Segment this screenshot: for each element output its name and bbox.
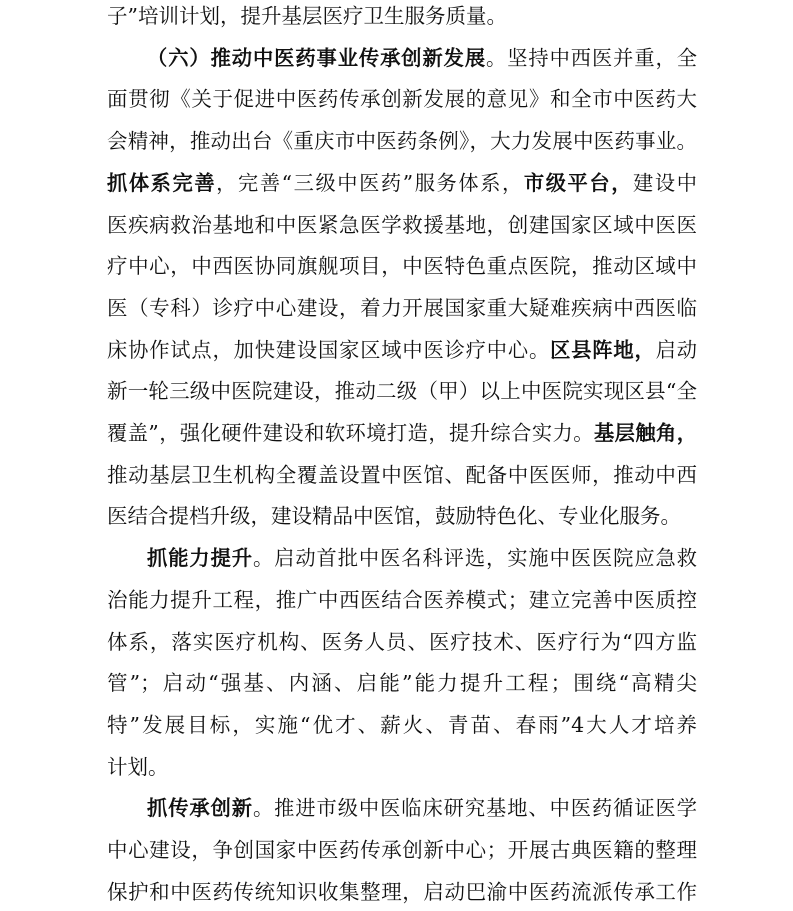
text-run: 新一轮三级中医院建设，推动二级（甲）以上中医院实现区县“全 [107,379,697,404]
text-run: 会精神，推动出台《重庆市中医药条例》，大力发展中医药事业。 [107,129,697,154]
text-line [107,831,697,869]
subheading-line [147,539,697,577]
subheading-line [147,789,697,827]
text-line [107,706,697,744]
text-line [107,247,697,285]
text-line [107,206,697,244]
text-run: 床协作试点，加快建设国家区域中医诊疗中心。 [107,337,551,362]
text-run: 启动 [655,337,697,362]
text-run: 医（专科）诊疗中心建设，着力开展国家重大疑难疾病中西医临 [107,295,697,320]
text-run: 建设中 [633,170,697,195]
text-run: 面贯彻《关于促进中医药传承创新发展的意见》和全市中医药大 [107,87,697,112]
text-run: 保护和中医药传统知识收集整理，启动巴渝中医药流派传承工作 [107,879,697,904]
bold-run: 基层触角， [593,421,697,445]
text-line [107,497,697,535]
text-run: 子”培训计划，提升基层医疗卫生服务质量。 [107,4,507,28]
text-run: 治能力提升工程，推广中西医结合医养模式；建立完善中医质控 [107,587,697,612]
text-line [107,331,697,369]
text-run: 医疾病救治基地和中医紧急医学救援基地，创建国家区域中医医 [107,212,697,237]
text-run: 医结合提档升级，建设精品中医馆，鼓励特色化、专业化服务。 [107,504,681,529]
section-heading: （六）推动中医药事业传承创新发展 [147,45,487,70]
text-run: 。坚持中西医并重，全 [486,45,697,70]
text-run: 计划。 [107,754,169,779]
text-line [107,623,697,661]
text-line [107,748,697,786]
text-run: ，完善“三级中医药”服务体系， [216,170,524,195]
bold-run: 市级平台， [523,170,634,195]
text-run: 体系，落实医疗机构、医务人员、医疗技术、医疗行为“四方监 [107,629,697,654]
text-line [107,122,697,160]
text-line [107,164,697,202]
text-line [107,456,697,494]
text-line [107,873,697,911]
text-run: 疗中心，中西医协同旗舰项目，中医特色重点医院，推动区域中 [107,254,697,279]
text-run: 特”发展目标，实施“优才、薪火、青苗、春雨”4大人才培养 [107,712,697,737]
text-line [107,0,697,35]
text-line [107,581,697,619]
text-run: 管”；启动“强基、内涵、启能”能力提升工程；围绕“高精尖 [107,671,697,696]
text-run: 。推进市级中医临床研究基地、中医药循证医学 [252,796,697,821]
text-line [107,372,697,410]
bold-run: 区县阵地， [550,337,656,362]
text-run: 中心建设，争创国家中医药传承创新中心；开展古典医籍的整理 [107,838,697,862]
section-heading-line [147,39,697,77]
subheading: 抓传承创新 [147,796,253,821]
bold-run: 抓体系完善 [107,170,217,195]
text-line [107,414,697,452]
text-line [107,80,697,118]
text-run: 。启动首批中医名科评选，实施中医医院应急救 [252,546,697,571]
text-run: 推动基层卫生机构全覆盖设置中医馆、配备中医医师，推动中西 [107,462,697,487]
text-line [107,664,697,702]
text-run: 覆盖”，强化硬件建设和软环境打造，提升综合实力。 [107,421,594,445]
subheading: 抓能力提升 [147,546,253,571]
text-line [107,289,697,327]
